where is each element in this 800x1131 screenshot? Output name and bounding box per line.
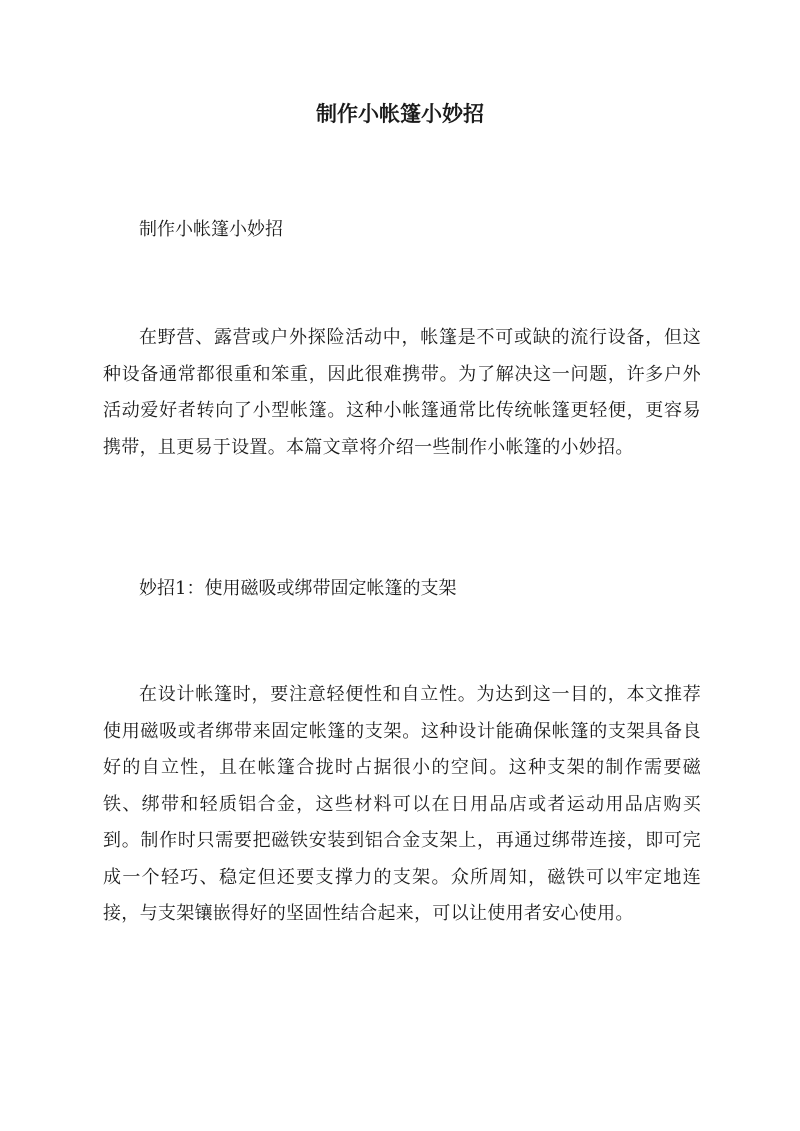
document-subtitle: 制作小帐篷小妙招: [139, 219, 283, 240]
section-1-heading: 妙招1：使用磁吸或绑带固定帐篷的支架: [139, 578, 457, 599]
intro-paragraph: 在野营、露营或户外探险活动中，帐篷是不可或缺的流行设备，但这种设备通常都很重和笨重，因此很难携带。为了解决这一问题，许多户外活动爱好者转向了小型帐篷。这种小帐篷通常比传统帐篷更轻便，更容易携带，且更易于设置。本篇文章将介绍一些制作小帐篷的小妙招。: [103, 327, 701, 458]
document-title: 制作小帐篷小妙招: [316, 101, 484, 126]
section-1-paragraph: 在设计帐篷时，要注意轻便性和自立性。为达到这一目的，本文推荐使用磁吸或者绑带来固定帐篷的支架。这种设计能确保帐篷的支架具备良好的自立性，且在帐篷合拢时占据很小的空间。这种支架的制作需要磁铁、绑带和轻质铝合金，这些材料可以在日用品店或者运动用品店购买到。制作时只需要把磁铁安装到铝合金支架上，再通过绑带连接，即可完成一个轻巧、稳定但还要支撑力的支架。众所周知，磁铁可以牢定地连接，与支架镶嵌得好的坚固性结合起来，可以让使用者安心使用。: [103, 684, 701, 924]
